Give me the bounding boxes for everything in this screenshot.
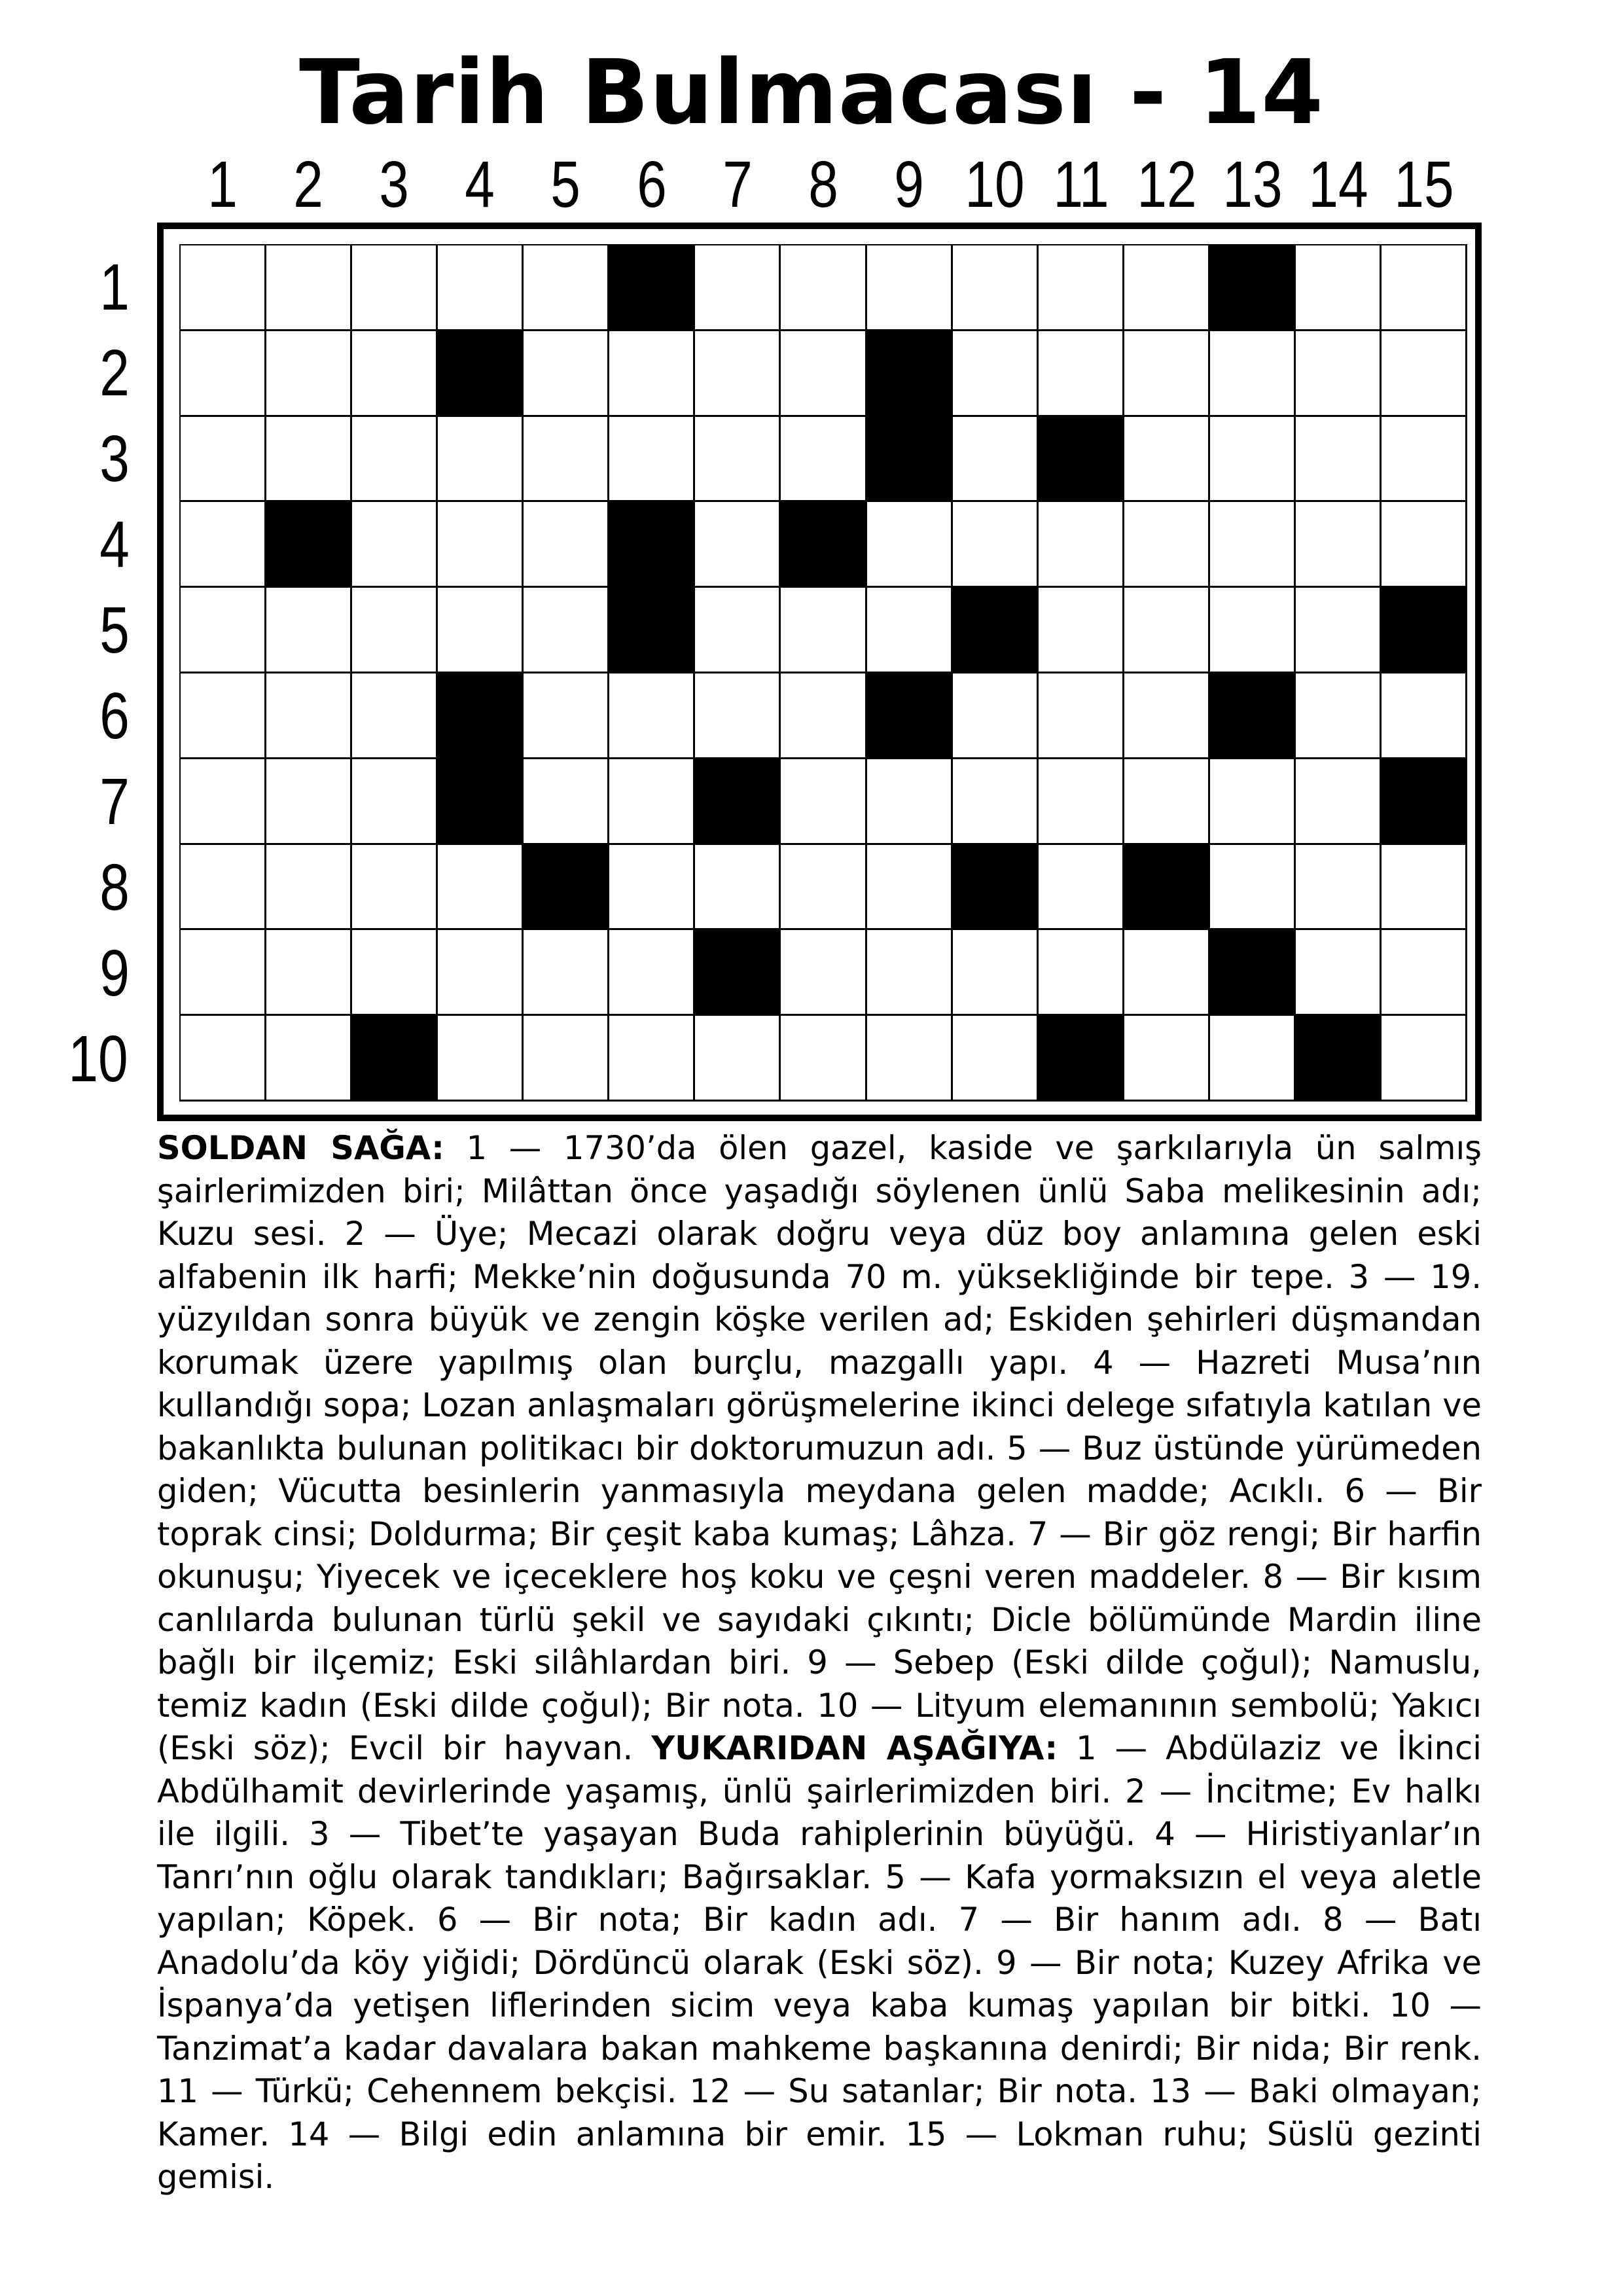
clues-text — [157, 1127, 1482, 2199]
grid-cell[interactable] — [609, 331, 695, 417]
column-number: 6 — [636, 148, 667, 221]
grid-cell[interactable] — [1382, 502, 1467, 588]
grid-cell[interactable] — [1124, 502, 1210, 588]
puzzle-title: Tarih Bulmacası - 14 — [299, 41, 1324, 145]
row-number: 9 — [99, 936, 130, 1010]
grid-cell[interactable] — [695, 588, 781, 673]
row-number: 2 — [99, 336, 130, 410]
column-number: 13 — [1222, 148, 1283, 221]
grid-cell[interactable] — [524, 588, 609, 673]
column-number: 9 — [894, 148, 924, 221]
grid-cell[interactable] — [953, 930, 1039, 1016]
column-number: 1 — [207, 148, 238, 221]
grid-cell[interactable] — [181, 673, 266, 759]
grid-cell[interactable] — [181, 245, 266, 331]
black-cell — [1296, 1016, 1382, 1102]
grid-cell[interactable] — [524, 673, 609, 759]
grid-cell[interactable] — [1382, 245, 1467, 331]
grid-cell[interactable] — [1039, 930, 1124, 1016]
grid-cell[interactable] — [1382, 1016, 1467, 1102]
crossword-grid — [179, 244, 1467, 1102]
grid-cell[interactable] — [524, 502, 609, 588]
column-number: 11 — [1053, 148, 1109, 221]
black-cell — [352, 1016, 438, 1102]
grid-cell[interactable] — [352, 331, 438, 417]
grid-cell[interactable] — [1296, 845, 1382, 931]
grid-cell[interactable] — [266, 245, 352, 331]
black-cell — [1039, 417, 1124, 503]
grid-cell[interactable] — [867, 759, 953, 845]
grid-cell[interactable] — [781, 845, 866, 931]
row-number: 5 — [99, 593, 130, 667]
grid-cell[interactable] — [609, 1016, 695, 1102]
clues-section — [157, 1127, 1482, 2199]
grid-cell[interactable] — [867, 845, 953, 931]
grid-cell[interactable] — [1210, 588, 1296, 673]
grid-cell[interactable] — [266, 759, 352, 845]
column-numbers — [0, 145, 1623, 224]
grid-cell[interactable] — [1124, 673, 1210, 759]
black-cell — [438, 331, 524, 417]
grid-cell[interactable] — [1124, 245, 1210, 331]
grid-cell[interactable] — [438, 245, 524, 331]
black-cell — [438, 673, 524, 759]
grid-cell[interactable] — [266, 588, 352, 673]
grid-cell[interactable] — [524, 331, 609, 417]
grid-cell[interactable] — [1124, 1016, 1210, 1102]
grid-cell[interactable] — [867, 930, 953, 1016]
row-number: 1 — [99, 250, 130, 324]
grid-cell[interactable] — [695, 331, 781, 417]
grid-cell[interactable] — [953, 331, 1039, 417]
grid-cell[interactable] — [352, 502, 438, 588]
grid-cell[interactable] — [1210, 502, 1296, 588]
grid-cell[interactable] — [438, 417, 524, 503]
grid-cell[interactable] — [1039, 502, 1124, 588]
grid-cell[interactable] — [867, 588, 953, 673]
grid-cell[interactable] — [1039, 588, 1124, 673]
grid-cell[interactable] — [953, 759, 1039, 845]
black-cell — [695, 930, 781, 1016]
grid-cell[interactable] — [781, 759, 866, 845]
grid-cell[interactable] — [438, 588, 524, 673]
grid-cell[interactable] — [352, 930, 438, 1016]
grid-cell[interactable] — [352, 673, 438, 759]
grid-cell[interactable] — [524, 759, 609, 845]
column-number: 7 — [722, 148, 753, 221]
column-number: 15 — [1394, 148, 1454, 221]
row-number: 6 — [99, 679, 130, 753]
grid-cell[interactable] — [695, 1016, 781, 1102]
across-heading: SOLDAN SAĞA: — [157, 1129, 444, 1167]
column-number: 2 — [293, 148, 323, 221]
grid-cell[interactable] — [695, 502, 781, 588]
grid-cell[interactable] — [1039, 673, 1124, 759]
black-cell — [438, 759, 524, 845]
column-number: 10 — [965, 148, 1025, 221]
grid-cell[interactable] — [781, 331, 866, 417]
black-cell — [609, 502, 695, 588]
grid-cell[interactable] — [352, 845, 438, 931]
grid-cell[interactable] — [181, 1016, 266, 1102]
grid-cell[interactable] — [1124, 759, 1210, 845]
grid-cell[interactable] — [1039, 245, 1124, 331]
grid-cell[interactable] — [1382, 845, 1467, 931]
down-clues: 1 — Abdülaziz ve İkinci Abdülhamit devirlerinde yaşamış, ünlü şairlerimizden biri. 2 — İncitme; Ev halkı ile ilgili. 3 — Tibet’te yaşayan Buda rahiplerinin büyüğü. 4 — Hiristiyanlar’ın Tanrı’nın oğlu olarak tandıkları; Bağırsaklar. 5 — Kafa yormaksızın el veya aletle yapılan; Köpek. 6 — Bir nota; Bir kadın adı. 7 — Bir hanım adı. 8 — Batı Anadolu’da köy yiğidi; Dördüncü olarak (Eski söz). 9 — Bir nota; Kuzey Afrika ve İspanya’da yetişen liflerinden sicim veya kaba kumaş yapılan bir bitki. 10 — Tanzimat’a kadar davalara bakan mahkeme başkanına denirdi; Bir nida; Bir renk. 11 — Türkü; Cehennem bekçisi. 12 — Su satanlar; Bir nota. 13 — Baki olmayan; Kamer. 14 — Bilgi edin anlamına bir emir. 15 — Lokman ruhu; Süslü gezinti gemisi. — [157, 1729, 1482, 2196]
grid-cell[interactable] — [953, 1016, 1039, 1102]
grid-cell[interactable] — [609, 673, 695, 759]
grid-cell[interactable] — [1382, 930, 1467, 1016]
grid-cell[interactable] — [1382, 673, 1467, 759]
black-cell — [867, 331, 953, 417]
grid-cell[interactable] — [438, 845, 524, 931]
grid-cell[interactable] — [438, 1016, 524, 1102]
grid-cell[interactable] — [1210, 759, 1296, 845]
grid-cell[interactable] — [867, 1016, 953, 1102]
grid-cell[interactable] — [181, 930, 266, 1016]
black-cell — [1382, 588, 1467, 673]
down-heading: YUKARIDAN AŞAĞIYA: — [651, 1729, 1058, 1767]
grid-cell[interactable] — [695, 245, 781, 331]
grid-cell[interactable] — [181, 759, 266, 845]
black-cell — [1210, 245, 1296, 331]
black-cell — [695, 759, 781, 845]
row-numbers — [0, 0, 157, 2296]
grid-cell[interactable] — [181, 502, 266, 588]
grid-cell[interactable] — [1210, 1016, 1296, 1102]
grid-cell[interactable] — [953, 417, 1039, 503]
grid-cell[interactable] — [438, 930, 524, 1016]
grid-cell[interactable] — [1382, 331, 1467, 417]
grid-cell[interactable] — [609, 930, 695, 1016]
column-number: 3 — [379, 148, 409, 221]
grid-cell[interactable] — [352, 417, 438, 503]
grid-cell[interactable] — [695, 673, 781, 759]
grid-cell[interactable] — [781, 417, 866, 503]
black-cell — [1382, 759, 1467, 845]
grid-cell[interactable] — [695, 417, 781, 503]
column-number: 14 — [1308, 148, 1368, 221]
grid-cell[interactable] — [1296, 673, 1382, 759]
grid-cell[interactable] — [695, 845, 781, 931]
grid-cell[interactable] — [181, 588, 266, 673]
grid-cell[interactable] — [781, 930, 866, 1016]
black-cell — [1124, 845, 1210, 931]
row-number: 3 — [99, 422, 130, 495]
grid-cell[interactable] — [1296, 417, 1382, 503]
grid-cell[interactable] — [1124, 588, 1210, 673]
black-cell — [609, 245, 695, 331]
grid-cell[interactable] — [867, 245, 953, 331]
grid-cell[interactable] — [352, 588, 438, 673]
grid-cell[interactable] — [781, 673, 866, 759]
black-cell — [867, 417, 953, 503]
grid-cell[interactable] — [181, 417, 266, 503]
grid-cell[interactable] — [1124, 331, 1210, 417]
grid-cell[interactable] — [867, 502, 953, 588]
grid-cell[interactable] — [781, 588, 866, 673]
grid-cell[interactable] — [352, 245, 438, 331]
grid-cell[interactable] — [953, 502, 1039, 588]
grid-cell[interactable] — [1382, 417, 1467, 503]
row-number: 7 — [99, 764, 130, 838]
grid-cell[interactable] — [1296, 759, 1382, 845]
row-number: 8 — [99, 850, 130, 924]
grid-cell[interactable] — [1124, 417, 1210, 503]
grid-cell[interactable] — [1296, 588, 1382, 673]
grid-cell[interactable] — [609, 417, 695, 503]
grid-cell[interactable] — [1039, 845, 1124, 931]
grid-cell[interactable] — [1124, 930, 1210, 1016]
black-cell — [609, 588, 695, 673]
column-number: 5 — [550, 148, 581, 221]
grid-cell[interactable] — [266, 331, 352, 417]
row-number: 4 — [99, 507, 130, 581]
column-number: 4 — [465, 148, 495, 221]
grid-cell[interactable] — [524, 1016, 609, 1102]
grid-cell[interactable] — [1296, 245, 1382, 331]
grid-cell[interactable] — [1039, 759, 1124, 845]
grid-cell[interactable] — [1210, 331, 1296, 417]
grid-cell[interactable] — [1296, 331, 1382, 417]
black-cell — [524, 845, 609, 931]
grid-cell[interactable] — [266, 673, 352, 759]
grid-cell[interactable] — [266, 417, 352, 503]
black-cell — [1210, 673, 1296, 759]
column-number: 8 — [808, 148, 838, 221]
black-cell — [867, 673, 953, 759]
grid-cell[interactable] — [1039, 331, 1124, 417]
black-cell — [953, 845, 1039, 931]
across-clues: 1 — 1730’da ölen gazel, kaside ve şarkılarıyla ün salmış şairlerimizden biri; Milâttan önce yaşadığı söylenen ünlü Saba melikesinin adı; Kuzu sesi. 2 — Üye; Mecazi olarak doğru veya düz boy anlamına gelen eski alfabenin ilk harfi; Mekke’nin doğusunda 70 m. yüksekliğinde bir tepe. 3 — 19. yüzyıldan sonra büyük ve zengin köşke verilen ad; Eskiden şehirleri düşmandan korumak üzere yapılmış olan burçlu, mazgallı yapı. 4 — Hazreti Musa’nın kullandığı sopa; Lozan anlaşmaları görüşmelerine ikinci delege sıfatıyla katılan ve bakanlıkta bulunan politikacı bir doktorumuzun adı. 5 — Buz üstünde yürümeden giden; Vücutta besinlerin yanmasıyla meydana gelen madde; Acıklı. 6 — Bir toprak cinsi; Doldurma; Bir çeşit kaba kumaş; Lâhza. 7 — Bir göz rengi; Bir harfin okunuşu; Yiyecek ve içeceklere hoş koku ve çeşni veren maddeler. 8 — Bir kısım canlılarda bulunan türlü şekil ve sayıdaki çıkıntı; Dicle bölümünde Mardin iline bağlı bir ilçemiz; Eski silâhlardan biri. 9 — Sebep (Eski dilde çoğul); Namuslu, temiz kadın (Eski dilde çoğul); Bir nota. 10 — Lityum elemanının sembolü; Yakıcı (Eski söz); Evcil bir hayvan. — [157, 1129, 1482, 1767]
black-cell — [1210, 930, 1296, 1016]
grid-cell[interactable] — [524, 930, 609, 1016]
black-cell — [781, 502, 866, 588]
grid-cell[interactable] — [953, 673, 1039, 759]
grid-cell[interactable] — [181, 331, 266, 417]
column-number: 12 — [1137, 148, 1197, 221]
grid-cell[interactable] — [609, 759, 695, 845]
grid-cell[interactable] — [781, 1016, 866, 1102]
grid-cell[interactable] — [266, 930, 352, 1016]
row-number: 10 — [68, 1022, 128, 1096]
grid-cell[interactable] — [1210, 845, 1296, 931]
grid-cell[interactable] — [781, 245, 866, 331]
black-cell — [953, 588, 1039, 673]
grid-cell[interactable] — [266, 845, 352, 931]
grid-cell[interactable] — [1296, 502, 1382, 588]
black-cell — [1039, 1016, 1124, 1102]
grid-cell[interactable] — [524, 245, 609, 331]
grid-cell[interactable] — [524, 417, 609, 503]
black-cell — [266, 502, 352, 588]
grid-cell[interactable] — [352, 759, 438, 845]
grid-cell[interactable] — [953, 245, 1039, 331]
grid-cell[interactable] — [181, 845, 266, 931]
grid-cell[interactable] — [438, 502, 524, 588]
grid-cell[interactable] — [1296, 930, 1382, 1016]
grid-cell[interactable] — [1210, 417, 1296, 503]
grid-cell[interactable] — [609, 845, 695, 931]
grid-cell[interactable] — [266, 1016, 352, 1102]
